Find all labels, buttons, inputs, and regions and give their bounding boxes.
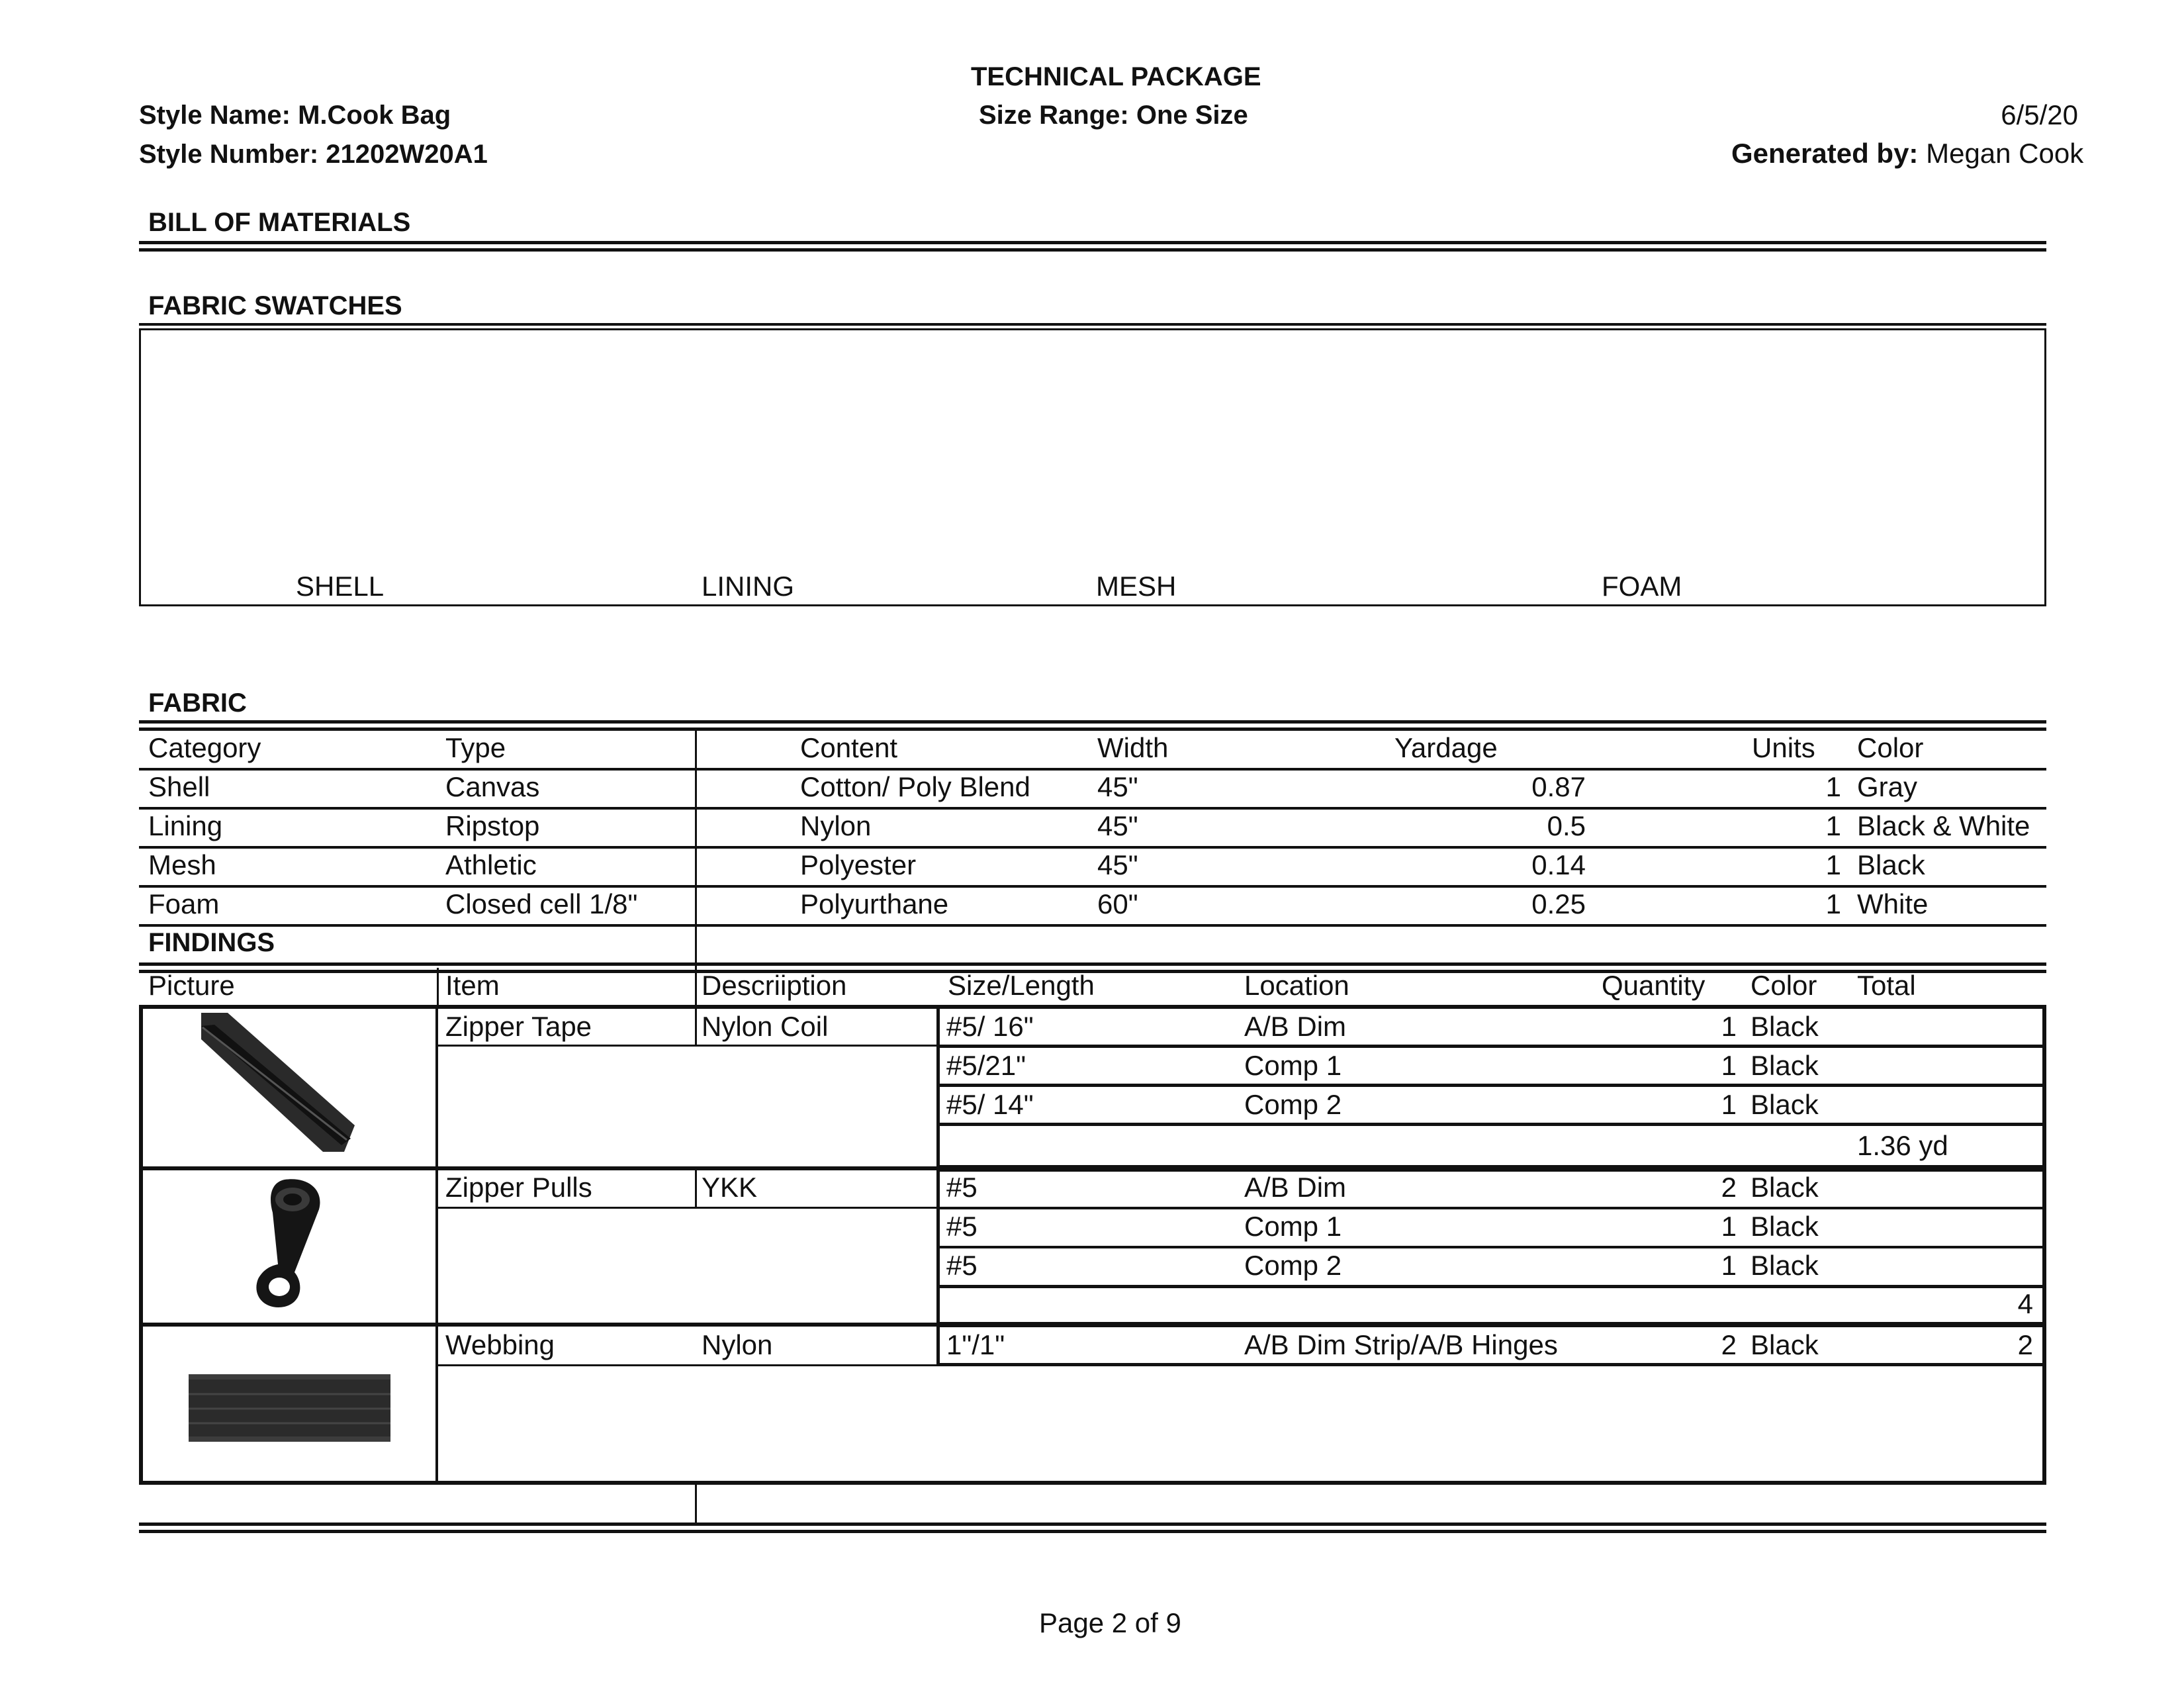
row-rule — [139, 924, 2046, 927]
fabric-yardage: 0.14 — [1531, 849, 1586, 880]
finding-size: #5/ 14" — [946, 1089, 1034, 1120]
fabric-units: 1 — [1825, 888, 1841, 919]
finding-item: Zipper Pulls — [445, 1172, 592, 1203]
finding-location: A/B Dim — [1244, 1011, 1347, 1042]
fabric-width: 45" — [1097, 771, 1138, 802]
findings-col-quantity: Quantity — [1602, 970, 1706, 1001]
finding-location: Comp 1 — [1244, 1211, 1342, 1242]
finding-quantity: 1 — [1721, 1011, 1737, 1042]
findings-col-total: Total — [1857, 970, 1916, 1001]
row-rule — [936, 1285, 2046, 1288]
fabric-type: Athletic — [445, 849, 537, 880]
finding-color: Black — [1751, 1172, 1819, 1203]
fabric-category: Mesh — [148, 849, 216, 880]
finding-item: Zipper Tape — [445, 1011, 592, 1042]
fabric-color: Black & White — [1857, 810, 2030, 841]
doc-title: TECHNICAL PACKAGE — [971, 62, 1261, 91]
swatch-label-shell: SHELL — [296, 571, 385, 602]
fabric-units: 1 — [1825, 849, 1841, 880]
finding-description: Nylon Coil — [702, 1011, 829, 1042]
style-number: Style Number: 21202W20A1 — [139, 140, 488, 169]
finding-quantity: 1 — [1721, 1089, 1737, 1120]
divider — [139, 241, 2046, 252]
zipper-tape-icon — [199, 1013, 357, 1158]
fabric-width: 45" — [1097, 849, 1138, 880]
finding-quantity: 1 — [1721, 1050, 1737, 1081]
swatches-heading: FABRIC SWATCHES — [148, 291, 402, 320]
zipper-tape-image — [199, 1013, 357, 1158]
findings-col-description: Descriiption — [702, 970, 847, 1001]
finding-color: Black — [1751, 1250, 1819, 1281]
fabric-col-units: Units — [1752, 732, 1815, 763]
fabric-col-content: Content — [800, 732, 898, 763]
finding-color: Black — [1751, 1089, 1819, 1120]
finding-description: YKK — [702, 1172, 758, 1203]
row-rule — [139, 807, 2046, 810]
finding-size: 1"/1" — [946, 1329, 1005, 1360]
row-rule — [139, 846, 2046, 849]
fabric-color: White — [1857, 888, 1929, 919]
finding-quantity: 1 — [1721, 1250, 1737, 1281]
finding-item: Webbing — [445, 1329, 555, 1360]
row-rule — [936, 1207, 2046, 1209]
divider — [139, 720, 2046, 731]
column-divider — [695, 1005, 697, 1045]
fabric-col-yardage: Yardage — [1394, 732, 1498, 763]
fabric-col-color: Color — [1857, 732, 1924, 763]
finding-size: #5/21" — [946, 1050, 1026, 1081]
fabric-color: Black — [1857, 849, 1925, 880]
column-divider — [695, 1485, 697, 1523]
fabric-col-type: Type — [445, 732, 506, 763]
fabric-yardage: 0.25 — [1531, 888, 1586, 919]
fabric-yardage: 0.5 — [1547, 810, 1586, 841]
finding-color: Black — [1751, 1211, 1819, 1242]
finding-color: Black — [1751, 1050, 1819, 1081]
size-range: Size Range: One Size — [979, 101, 1248, 130]
page-number: Page 2 of 9 — [1039, 1607, 1181, 1638]
row-rule — [139, 768, 2046, 771]
fabric-content: Nylon — [800, 810, 872, 841]
fabric-yardage: 0.87 — [1531, 771, 1586, 802]
swatch-label-lining: LINING — [702, 571, 795, 602]
findings-col-item: Item — [445, 970, 500, 1001]
row-rule — [936, 1084, 2046, 1087]
divider — [139, 1523, 2046, 1533]
generated-by — [1731, 138, 2083, 169]
fabric-col-category: Category — [148, 732, 261, 763]
finding-location: Comp 1 — [1244, 1050, 1342, 1081]
row-rule — [936, 1246, 2046, 1248]
generated-label: Generated by: — [1731, 138, 1919, 169]
generated-name: Megan Cook — [1926, 138, 2084, 169]
fabric-type: Canvas — [445, 771, 540, 802]
doc-date: 6/5/20 — [2001, 99, 2078, 130]
row-rule — [936, 1045, 2046, 1048]
finding-total: 2 — [2017, 1329, 2033, 1360]
webbing-icon — [189, 1374, 390, 1442]
finding-location: A/B Dim — [1244, 1172, 1347, 1203]
row-rule — [139, 885, 2046, 888]
row-rule — [936, 1123, 2046, 1126]
finding-quantity: 2 — [1721, 1172, 1737, 1203]
column-divider — [695, 927, 697, 1006]
finding-location: Comp 2 — [1244, 1250, 1342, 1281]
finding-size: #5 — [946, 1172, 978, 1203]
finding-color: Black — [1751, 1329, 1819, 1360]
fabric-units: 1 — [1825, 771, 1841, 802]
column-divider — [437, 968, 439, 1006]
finding-color: Black — [1751, 1011, 1819, 1042]
zipper-pull-image — [232, 1173, 338, 1312]
fabric-content: Polyester — [800, 849, 917, 880]
style-name: Style Name: M.Cook Bag — [139, 101, 451, 130]
swatch-box — [139, 328, 2046, 606]
finding-quantity: 2 — [1721, 1329, 1737, 1360]
findings-col-color: Color — [1751, 970, 1817, 1001]
swatch-label-mesh: MESH — [1096, 571, 1177, 602]
finding-location: A/B Dim Strip/A/B Hinges — [1244, 1329, 1558, 1360]
row-rule — [438, 1364, 937, 1366]
finding-quantity: 1 — [1721, 1211, 1737, 1242]
fabric-content: Cotton/ Poly Blend — [800, 771, 1030, 802]
webbing-image — [189, 1374, 390, 1442]
column-divider — [695, 1168, 697, 1207]
finding-description: Nylon — [702, 1329, 773, 1360]
finding-size: #5/ 16" — [946, 1011, 1034, 1042]
fabric-units: 1 — [1825, 810, 1841, 841]
finding-total: 1.36 yd — [1857, 1130, 1948, 1161]
fabric-width: 45" — [1097, 810, 1138, 841]
finding-size: #5 — [946, 1250, 978, 1281]
fabric-category: Lining — [148, 810, 223, 841]
row-rule — [438, 1207, 937, 1209]
fabric-type: Closed cell 1/8" — [445, 888, 638, 919]
fabric-category: Foam — [148, 888, 220, 919]
column-divider — [435, 1005, 438, 1485]
findings-col-picture: Picture — [148, 970, 235, 1001]
divider — [139, 323, 2046, 326]
row-rule — [438, 1045, 937, 1047]
fabric-heading: FABRIC — [148, 688, 247, 718]
fabric-width: 60" — [1097, 888, 1138, 919]
zipper-pull-icon — [232, 1173, 338, 1312]
finding-size: #5 — [946, 1211, 978, 1242]
bom-heading: BILL OF MATERIALS — [148, 208, 411, 237]
finding-total: 4 — [2017, 1288, 2033, 1319]
fabric-type: Ripstop — [445, 810, 540, 841]
swatch-label-foam: FOAM — [1602, 571, 1682, 602]
finding-location: Comp 2 — [1244, 1089, 1342, 1120]
findings-heading: FINDINGS — [148, 928, 275, 957]
fabric-col-width: Width — [1097, 732, 1169, 763]
findings-col-size: Size/Length — [948, 970, 1095, 1001]
fabric-category: Shell — [148, 771, 210, 802]
findings-col-location: Location — [1244, 970, 1349, 1001]
fabric-content: Polyurthane — [800, 888, 949, 919]
fabric-color: Gray — [1857, 771, 1918, 802]
